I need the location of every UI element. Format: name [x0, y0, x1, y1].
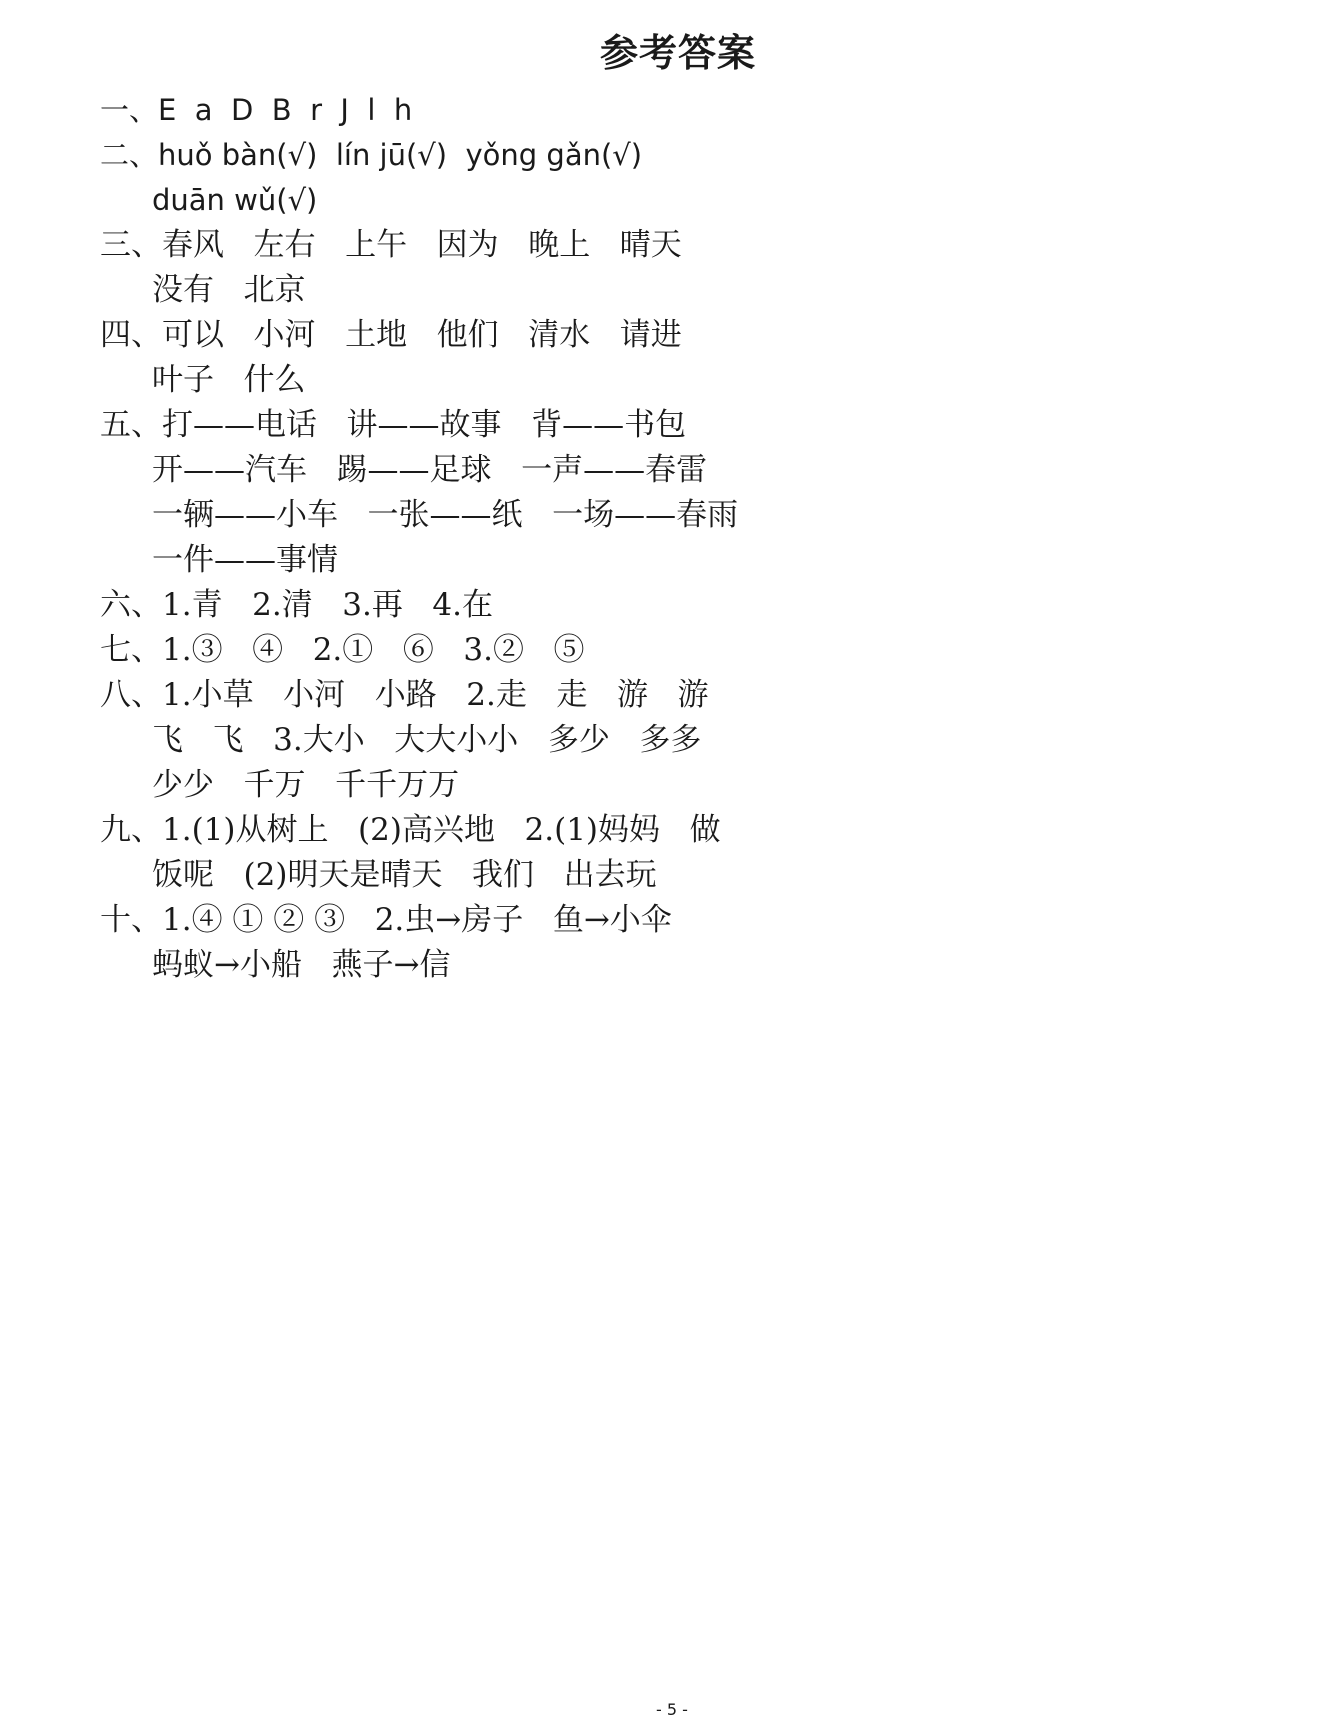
answer-line: 飞 飞 3.大小 大大小小 多少 多多: [152, 722, 702, 758]
answer-line: 一、E a D B r J l h: [100, 93, 413, 127]
answer-line: 一件——事情: [152, 542, 338, 578]
answer-line: 一辆——小车 一张——纸 一场——春雨: [152, 497, 739, 533]
answer-line: 三、春风 左右 上午 因为 晚上 晴天: [100, 227, 682, 263]
page-number: - 5 -: [656, 1700, 688, 1719]
answer-line: 饭呢 (2)明天是晴天 我们 出去玩: [152, 857, 657, 893]
answer-line: 叶子 什么: [152, 362, 306, 398]
answer-line: 蚂蚁→小船 燕子→信: [152, 947, 451, 983]
answer-line: 没有 北京: [152, 272, 306, 308]
answer-list: [100, 88, 800, 988]
answer-line: 四、可以 小河 土地 他们 清水 请进: [100, 317, 682, 353]
answer-line: 六、1.青 2.清 3.再 4.在: [100, 587, 493, 623]
answer-line: 七、1.③ ④ 2.① ⑥ 3.② ⑤: [100, 632, 585, 668]
answer-line: 十、1.④ ① ② ③ 2.虫→房子 鱼→小伞: [100, 902, 672, 938]
answer-line: 五、打——电话 讲——故事 背——书包: [100, 407, 687, 443]
answer-line: duān wǔ(√): [152, 183, 318, 217]
answer-line: 九、1.(1)从树上 (2)高兴地 2.(1)妈妈 做: [100, 812, 721, 848]
answer-line: 开——汽车 踢——足球 一声——春雷: [152, 452, 708, 488]
answer-line: 二、huǒ bàn(√) lín jū(√) yǒng gǎn(√): [100, 138, 643, 172]
answer-line: 少少 千万 千千万万: [152, 767, 460, 803]
answer-line: 八、1.小草 小河 小路 2.走 走 游 游: [100, 677, 709, 713]
page-title: 参考答案: [600, 31, 757, 75]
